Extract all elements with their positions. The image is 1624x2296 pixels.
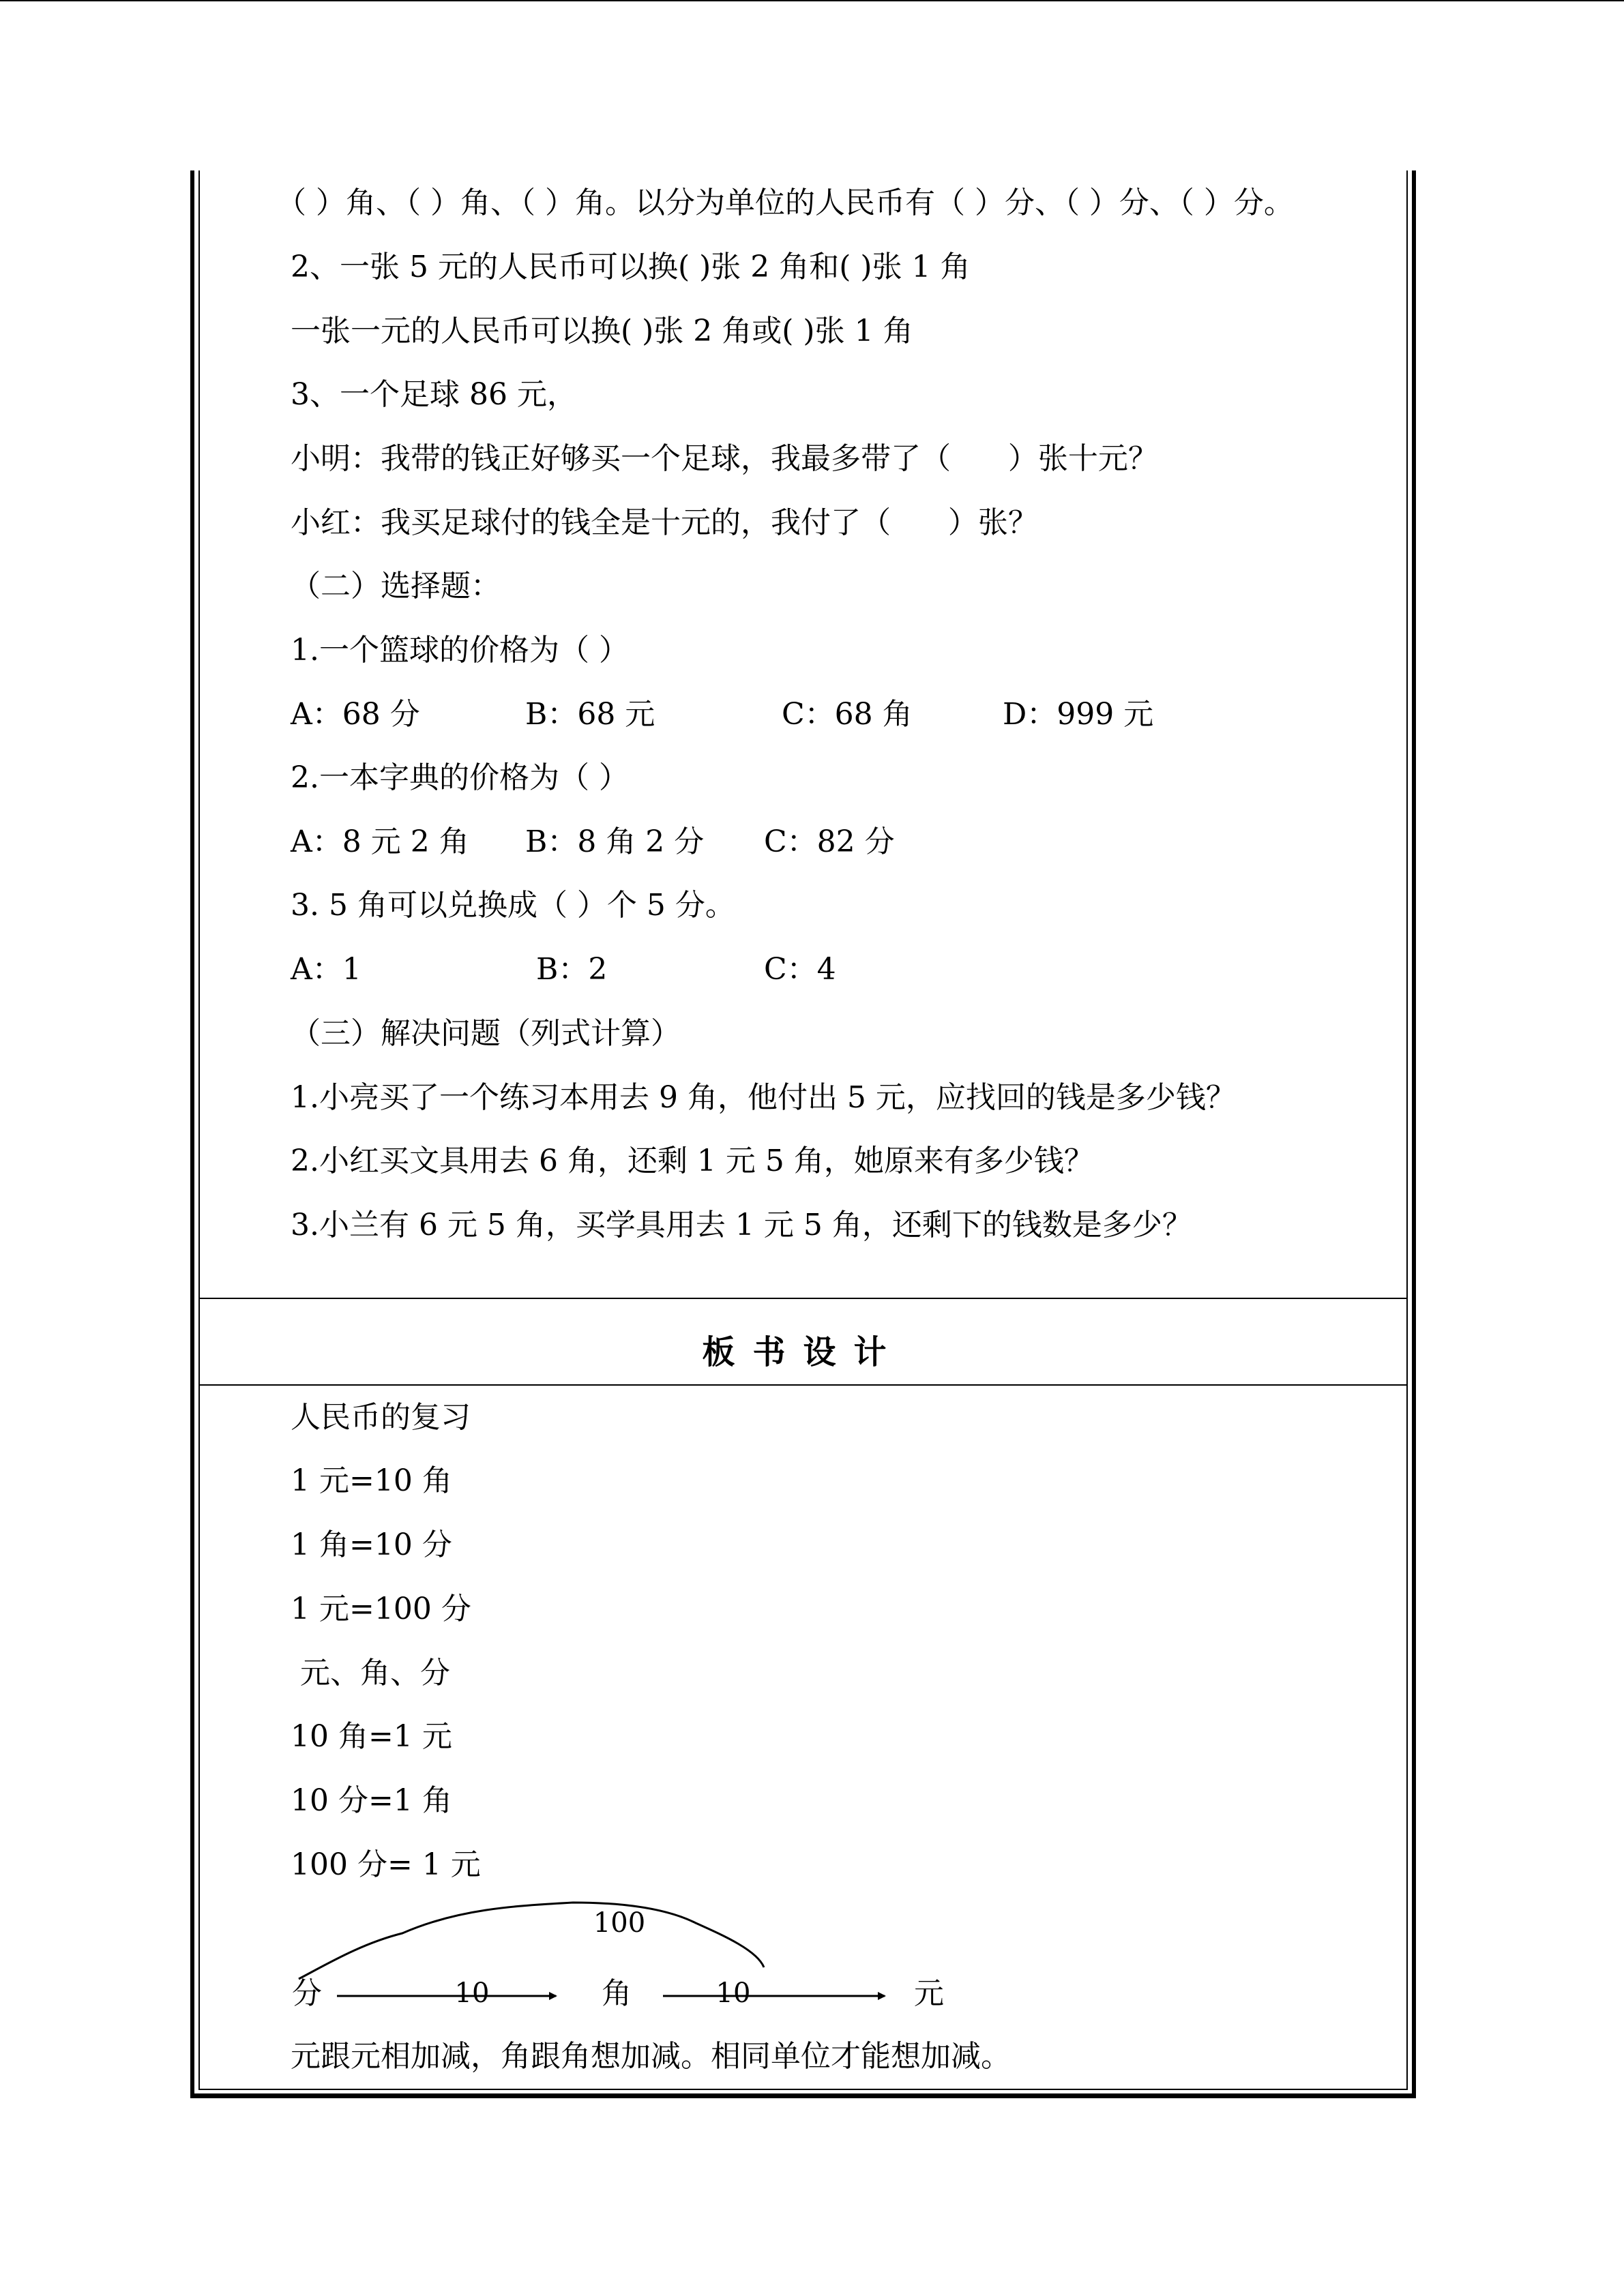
exercise-line: （ ）角、（ ）角、（ ）角。以分为单位的人民币有（ ）分、（ ）分、（ ）分。 xyxy=(276,185,1294,220)
unit-jiao: 角 xyxy=(602,1976,632,2011)
board-line: 1 元=10 角 xyxy=(291,1463,452,1498)
option-a: A：1 xyxy=(291,952,361,987)
option-a: A：8 元 2 角 xyxy=(291,824,469,859)
option-c: C：82 分 xyxy=(764,824,895,859)
arrow-label: 10 xyxy=(715,1978,751,2009)
board-line: 1 元=100 分 xyxy=(291,1592,471,1626)
option-b: B：8 角 2 分 xyxy=(525,824,705,859)
page-top-rule xyxy=(0,0,1624,1)
problem-item: 2.小红买文具用去 6 角，还剩 1 元 5 角，她原来有多少钱？ xyxy=(291,1144,1094,1178)
exercise-line: 一张一元的人民币可以换( )张 2 角或( )张 1 角 xyxy=(291,314,913,348)
conversion-arc xyxy=(299,1903,764,1979)
exercise-line: 2、一张 5 元的人民币可以换( )张 2 角和( )张 1 角 xyxy=(291,250,971,284)
question-text: 3. 5 角可以兑换成（ ）个 5 分。 xyxy=(291,888,735,923)
exercise-line: 小红：我买足球付的钱全是十元的，我付了（ ）张？ xyxy=(291,505,1038,540)
arrow-label: 10 xyxy=(454,1978,490,2009)
board-line: 1 角=10 分 xyxy=(291,1527,452,1562)
unit-yuan: 元 xyxy=(914,1976,944,2011)
section-title: （三）解决问题（列式计算） xyxy=(291,1016,681,1051)
board-line: 元、角、分 xyxy=(291,1656,450,1690)
option-c: C：68 角 xyxy=(782,697,913,732)
problem-item: 3.小兰有 6 元 5 角，买学具用去 1 元 5 角，还剩下的钱数是多少？ xyxy=(291,1208,1192,1242)
board-line: 人民币的复习 xyxy=(291,1400,471,1435)
problem-item: 1.小亮买了一个练习本用去 9 角，他付出 5 元，应找回的钱是多少钱？ xyxy=(291,1080,1236,1115)
arc-label: 100 xyxy=(593,1907,646,1939)
exercise-line: 小明：我带的钱正好够买一个足球，我最多带了（ ）张十元？ xyxy=(291,441,1158,476)
option-c: C：4 xyxy=(764,952,836,987)
board-design-heading: 板书设计 xyxy=(702,1333,904,1371)
question-text: 1.一个篮球的价格为（ ） xyxy=(291,633,629,668)
section-title: （二）选择题： xyxy=(291,569,501,603)
board-line: 100 分= 1 元 xyxy=(291,1847,481,1882)
board-line: 10 角=1 元 xyxy=(291,1719,452,1754)
option-b: B：68 元 xyxy=(525,697,655,732)
unit-fen: 分 xyxy=(292,1976,322,2011)
exercise-line: 3、一个足球 86 元， xyxy=(291,377,577,412)
unit-conversion-diagram xyxy=(286,1889,944,2025)
option-d: D：999 元 xyxy=(1003,697,1154,732)
section-divider-top xyxy=(198,1298,1408,1299)
option-a: A：68 分 xyxy=(291,697,420,732)
board-line: 10 分=1 角 xyxy=(291,1783,452,1818)
section-divider-bottom xyxy=(198,1384,1408,1386)
question-text: 2.一本字典的价格为（ ） xyxy=(291,760,629,795)
board-footer: 元跟元相加减，角跟角想加减。相同单位才能想加减。 xyxy=(291,2039,1011,2074)
option-b: B：2 xyxy=(536,952,608,987)
